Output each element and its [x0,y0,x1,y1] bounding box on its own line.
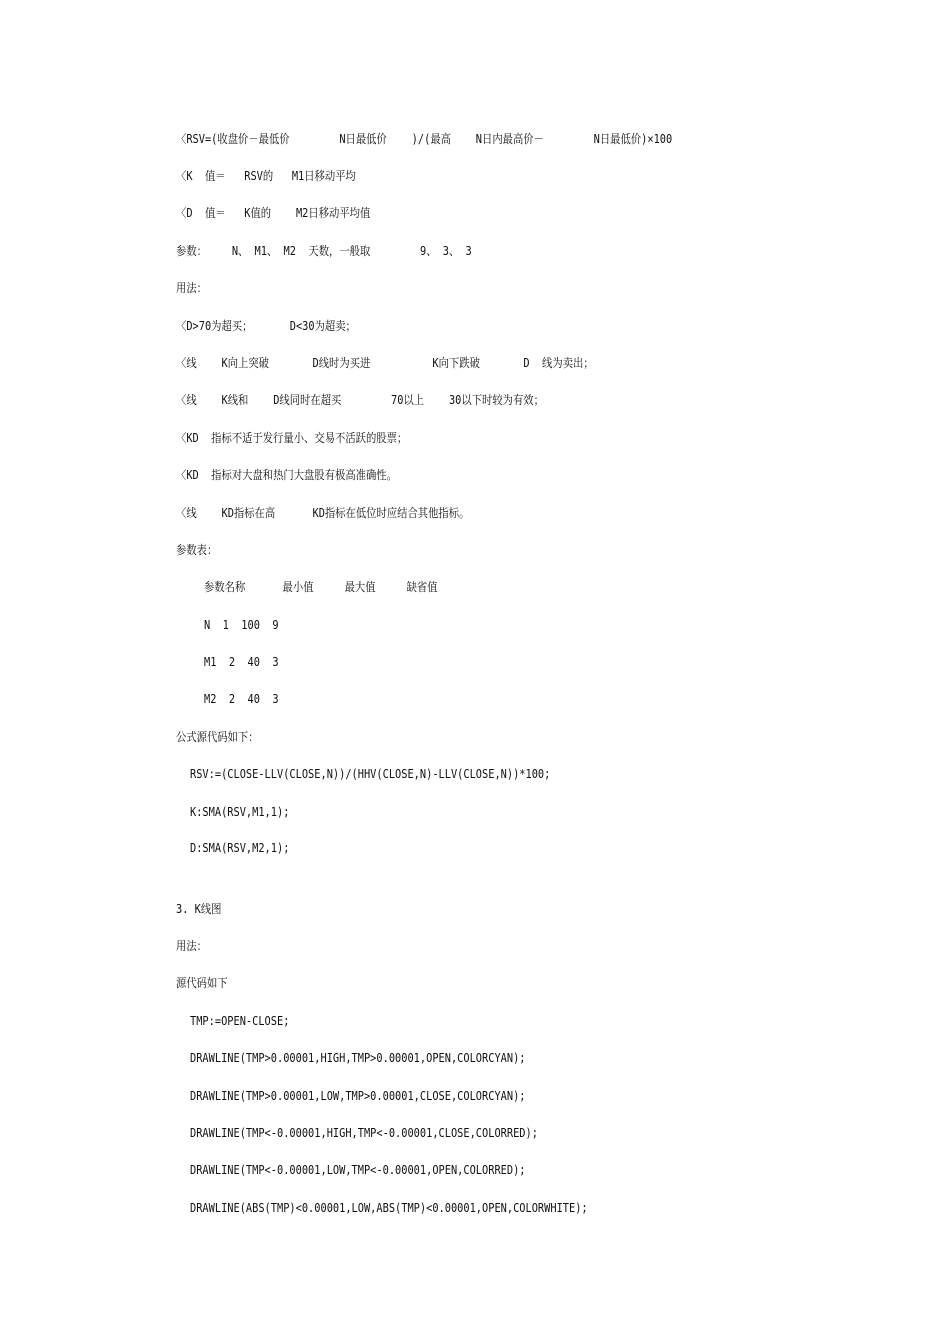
parameter-row-m2: M2 2 40 3 [204,692,279,706]
parameter-table-heading: 参数表： [176,543,218,557]
usage-heading: 用法： [176,281,207,295]
code-line-d: D:SMA(RSV,M2,1); [190,841,290,855]
code-line-drawline-5: DRAWLINE(ABS(TMP)<0.00001,LOW,ABS(TMP)<0.00001,OPEN,COLORWHITE); [190,1201,588,1215]
rsv-definition: 〈RSV=(收盘价－最低价 N日最低价 )/(最高 N日内最高价－ N日最低价)×100 [176,132,673,146]
code-line-drawline-3: DRAWLINE(TMP<-0.00001,HIGH,TMP<-0.00001,CLOSE,COLORRED); [190,1126,538,1140]
code-line-k: K:SMA(RSV,M1,1); [190,805,290,819]
k-value-definition: 〈K 值＝ RSV的 M1日移动平均 [176,169,356,183]
parameters-line: 参数： N、 M1、 M2 天数，一般取 9、 3、 3 [176,244,472,258]
usage-item-5: 〈KD 指标对大盘和热门大盘股有极高准确性。 [176,468,397,482]
usage-item-4: 〈KD 指标不适于发行量小、交易不活跃的股票； [176,431,408,445]
parameter-table-header: 参数名称 最小值 最大值 缺省值 [204,580,438,594]
code-line-rsv: RSV:=(CLOSE-LLV(CLOSE,N))/(HHV(CLOSE,N)-LLV(CLOSE,N))*100; [190,767,551,781]
code-line-drawline-2: DRAWLINE(TMP>0.00001,LOW,TMP>0.00001,CLOSE,COLORCYAN); [190,1089,526,1103]
section-heading-kline: 3. K线图 [176,902,222,916]
kline-usage-heading: 用法： [176,939,207,953]
code-line-drawline-1: DRAWLINE(TMP>0.00001,HIGH,TMP>0.00001,OPEN,COLORCYAN); [190,1051,526,1065]
usage-item-3: 〈线 K线和 D线同时在超买 70以上 30以下时较为有效； [176,393,544,407]
usage-item-1: 〈D>70为超买； D<30为超卖； [176,319,356,333]
usage-item-6: 〈线 KD指标在高 KD指标在低位时应结合其他指标。 [176,506,470,520]
source-code-heading: 公式源代码如下： [176,730,259,744]
parameter-row-n: N 1 100 9 [204,618,279,632]
parameter-row-m1: M1 2 40 3 [204,655,279,669]
usage-item-2: 〈线 K向上突破 D线时为买进 K向下跌破 D 线为卖出； [176,356,594,370]
code-line-drawline-4: DRAWLINE(TMP<-0.00001,LOW,TMP<-0.00001,OPEN,COLORRED); [190,1163,526,1177]
kline-source-heading: 源代码如下 [176,976,228,990]
d-value-definition: 〈D 值＝ K值的 M2日移动平均值 [176,206,371,220]
code-line-tmp: TMP:=OPEN-CLOSE; [190,1014,290,1028]
